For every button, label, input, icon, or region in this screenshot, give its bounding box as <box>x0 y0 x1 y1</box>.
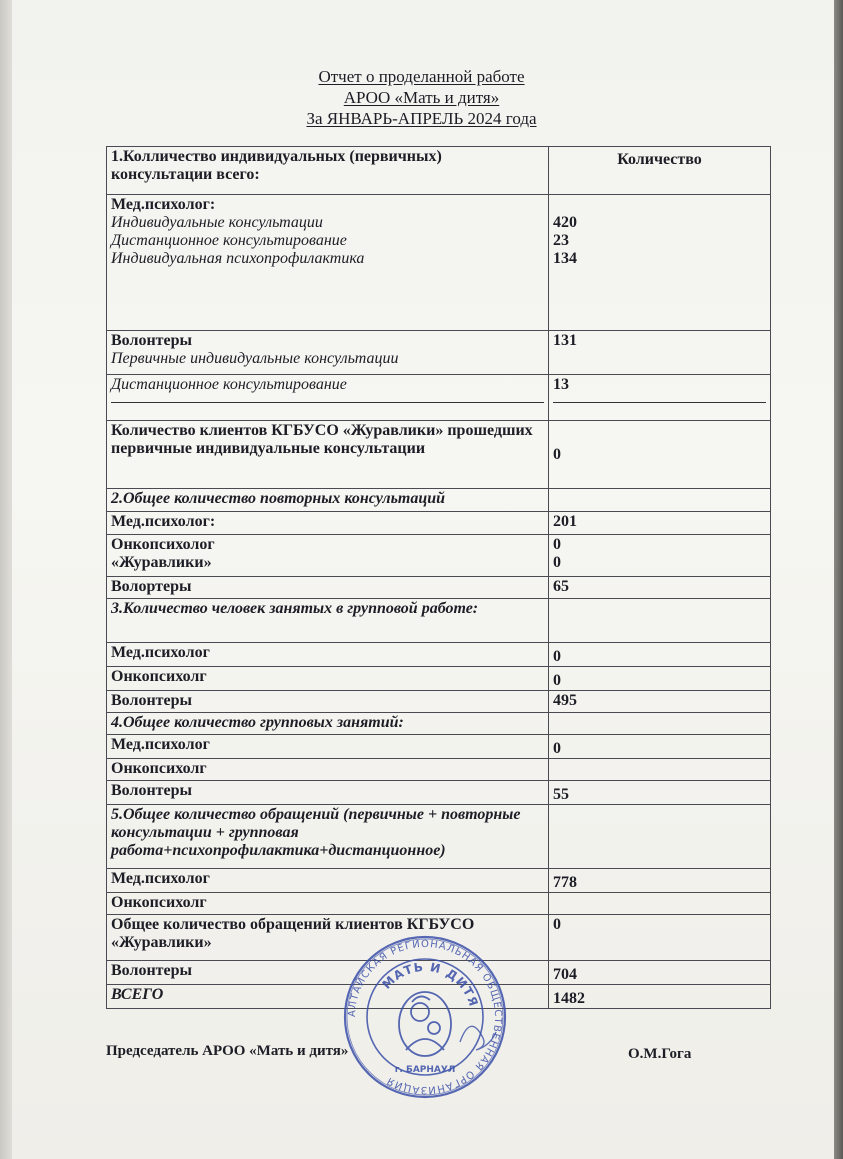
table-row <box>107 331 771 375</box>
table-row <box>107 512 771 535</box>
s2-onco-value: 0 <box>553 536 561 553</box>
vol-dist-cell <box>107 375 549 421</box>
s5-total-label: ВСЕГО <box>107 985 549 1009</box>
s3-vol-value: 495 <box>549 691 771 713</box>
s5-total-value: 1482 <box>549 985 771 1009</box>
s5-vol-label: Волонтеры <box>107 961 549 985</box>
table-row <box>107 599 771 643</box>
table-row <box>107 805 771 869</box>
table-row <box>107 893 771 915</box>
clients-primary-label: Количество клиентов КГБУСО «Журавлики» прошедших первичные индивидуальные консультации <box>107 421 549 489</box>
underline-rule <box>111 394 544 403</box>
title-line-3: За ЯНВАРЬ-АПРЕЛЬ 2024 года <box>306 109 537 128</box>
ind-prof-value: 134 <box>553 250 577 267</box>
title-line-1: Отчет о проделанной работе <box>318 67 525 86</box>
document-title <box>0 66 843 129</box>
vol-dist-value-cell <box>549 375 771 421</box>
volunteers-primary-cell <box>107 331 549 375</box>
vol-primary-value: 131 <box>549 331 771 375</box>
vol-primary-label: Первичные индивидуальные консультации <box>111 350 399 367</box>
table-row <box>107 535 771 577</box>
s3-onco-label: Онкопсихолг <box>107 667 549 691</box>
table-row <box>107 577 771 599</box>
stamp-icon-mother-child <box>399 992 451 1056</box>
table-row <box>107 691 771 713</box>
s5-vol-value: 704 <box>549 961 771 985</box>
section-5-title: 5.Общее количество обращений (первичные + повторные консультации + групповая работа+психопрофилактика+дистанционное) <box>107 805 549 869</box>
dist-cons-label: Дистанционное консультирование <box>111 232 347 249</box>
s2-onco-cell <box>107 535 549 577</box>
report-table <box>106 146 771 1009</box>
ind-cons-label: Индивидуальные консультации <box>111 214 323 231</box>
table-row <box>107 489 771 512</box>
ind-prof-label: Индивидуальная психопрофилактика <box>111 250 365 267</box>
section-2-title: 2.Общее количество повторных консультаций <box>107 489 549 512</box>
organization-seal-stamp <box>340 932 510 1102</box>
stamp-ring-text: АЛТАЙСКАЯ РЕГИОНАЛЬНАЯ ОБЩЕСТВЕННАЯ ОРГАНИЗАЦИЯ <box>346 938 504 1096</box>
table-row <box>107 781 771 805</box>
table-row <box>107 195 771 331</box>
clients-primary-value: 0 <box>549 421 771 489</box>
s5-medpsy-value: 778 <box>549 869 771 893</box>
s2-vol-value: 65 <box>549 577 771 599</box>
s2-vol-label: Волортеры <box>107 577 549 599</box>
medpsy-block-values <box>549 195 771 331</box>
s3-medpsy-label: Мед.психолог <box>107 643 549 667</box>
underline-rule <box>553 394 766 403</box>
stamp-city-text: г. БАРНАУЛ <box>394 1065 456 1075</box>
table-row <box>107 147 771 195</box>
volunteers-label: Волонтеры <box>111 332 193 349</box>
s2-zhur-label: «Журавлики» <box>111 554 212 571</box>
s4-medpsy-value: 0 <box>549 735 771 759</box>
table-row <box>107 643 771 667</box>
s5-clients-label: Общее количество обращений клиентов КГБУСО «Журавлики» <box>107 915 549 961</box>
s2-onco-label: Онкопсихолог <box>111 536 215 553</box>
title-line-2: АРОО «Мать и дитя» <box>343 88 500 107</box>
s5-medpsy-label: Мед.психолог <box>107 869 549 893</box>
chair-label: Председатель АРОО «Мать и дитя» <box>106 1043 349 1059</box>
medpsy-label: Мед.психолог: <box>111 196 216 213</box>
s2-medpsy-value: 201 <box>549 512 771 535</box>
stamp-center-text: МАТЬ И ДИТЯ <box>379 959 481 1009</box>
background-edge <box>834 0 843 1159</box>
ind-cons-value: 420 <box>553 214 577 231</box>
table-row <box>107 667 771 691</box>
s4-vol-label: Волонтеры <box>107 781 549 805</box>
section-3-title: 3.Количество человек занятых в групповой работе: <box>107 599 549 643</box>
quantity-header: Количество <box>549 147 771 195</box>
table-row <box>107 735 771 759</box>
table-row <box>107 759 771 781</box>
s3-vol-label: Волонтеры <box>107 691 549 713</box>
vol-dist-label: Дистанционное консультирование <box>111 376 347 393</box>
s4-vol-value: 55 <box>549 781 771 805</box>
s2-medpsy-label: Мед.психолог: <box>107 512 549 535</box>
chair-name: О.М.Гога <box>628 1046 692 1062</box>
table-row <box>107 375 771 421</box>
section-4-title: 4.Общее количество групповых занятий: <box>107 713 549 735</box>
s4-medpsy-label: Мед.психолог <box>107 735 549 759</box>
s5-onco-label: Онкопсихолг <box>107 893 549 915</box>
section-1-title: 1.Колличество индивидуальных (первичных) консультации всего: <box>107 147 549 195</box>
table-row <box>107 869 771 893</box>
dist-cons-value: 23 <box>553 232 569 249</box>
s3-onco-value: 0 <box>549 667 771 691</box>
s3-medpsy-value: 0 <box>549 643 771 667</box>
s2-onco-values <box>549 535 771 577</box>
s2-zhur-value: 0 <box>553 554 561 571</box>
s5-clients-value: 0 <box>549 915 771 961</box>
vol-dist-value: 13 <box>553 376 569 393</box>
s4-onco-label: Онкопсихолг <box>107 759 549 781</box>
medpsy-block-label <box>107 195 549 331</box>
table-row <box>107 713 771 735</box>
table-row <box>107 421 771 489</box>
